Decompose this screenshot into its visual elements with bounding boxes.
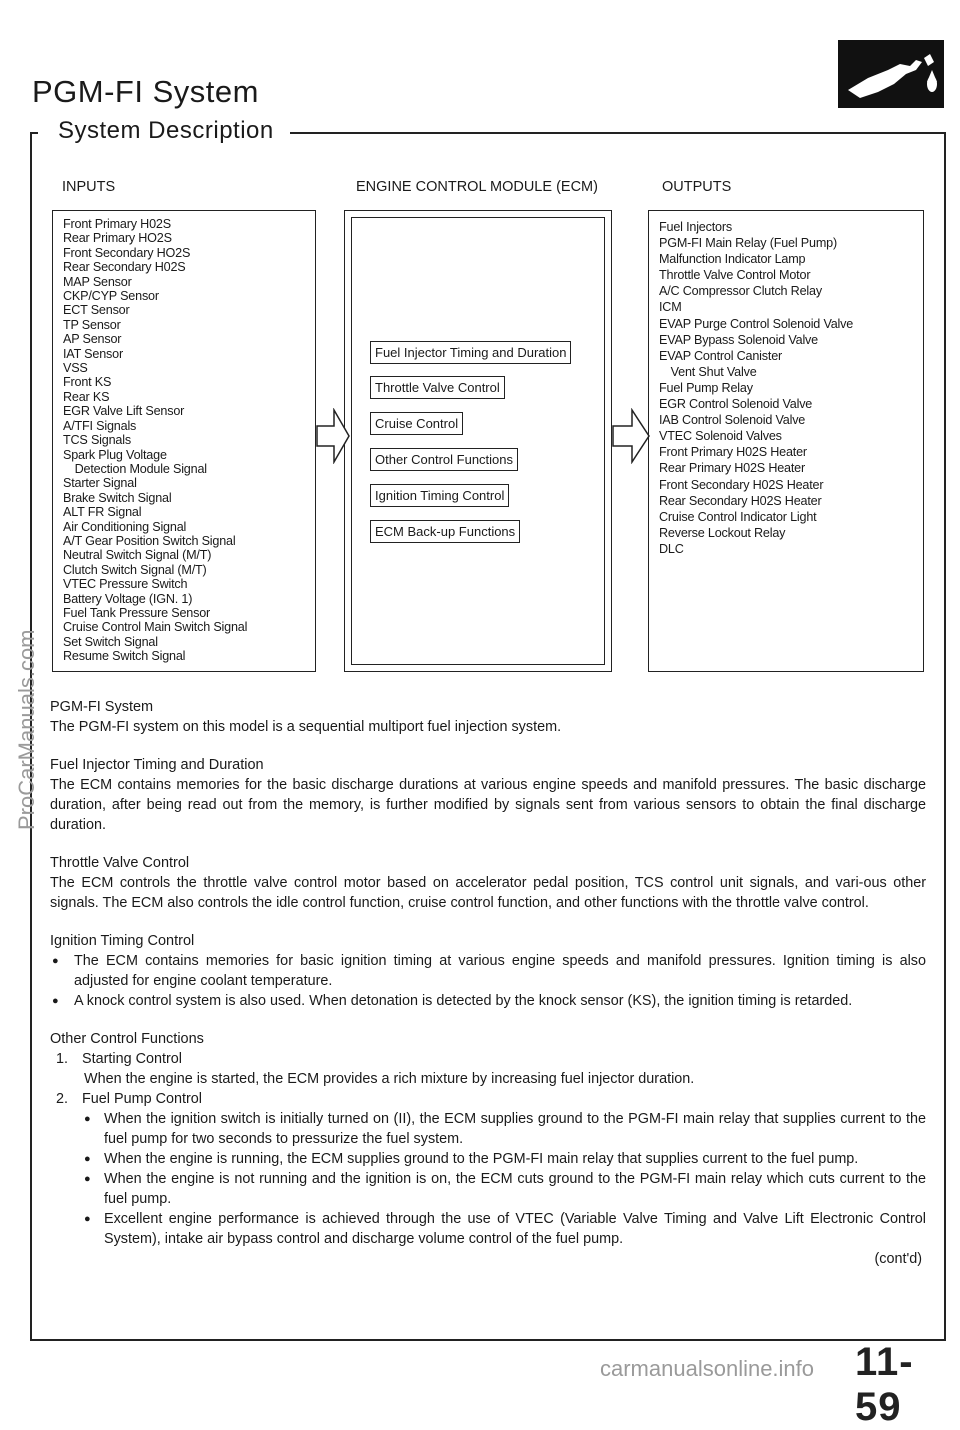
list-item: Rear Secondary H02S Heater	[659, 492, 822, 508]
item-number: 1.	[56, 1051, 69, 1067]
list-item: Set Switch Signal	[63, 633, 158, 649]
watermark: carmanualsonline.info	[600, 1356, 815, 1381]
list-item: A/C Compressor Clutch Relay	[659, 283, 822, 299]
bullet-item: ● Excellent engine performance is achieved through the use of VTEC (Variable Valve Timing and Valve Lift Electronic Control System), intake air bypass control and discharge volume control of the fuel pump.	[50, 1209, 926, 1249]
list-item: VSS	[63, 360, 88, 376]
item-title: Fuel Pump Control	[82, 1091, 202, 1107]
list-item: VTEC Solenoid Valves	[659, 428, 782, 444]
bullet-item: ● A knock control system is also used. When detonation is detected by the knock sensor (KS), the ignition timing is retarded.	[50, 991, 926, 1011]
list-item: Malfunction Indicator Lamp	[659, 251, 806, 267]
body-text	[50, 697, 926, 1269]
section-subtitle: System Description	[58, 117, 282, 145]
list-item: Brake Switch Signal	[63, 489, 172, 505]
list-item: Starter Signal	[63, 475, 137, 491]
item-title: Starting Control	[82, 1051, 182, 1067]
outputs-list	[659, 219, 923, 557]
watermark: ProCarManuals.com	[14, 629, 39, 830]
outputs-header: OUTPUTS	[662, 179, 732, 195]
list-item: Vent Shut Valve	[670, 363, 757, 379]
paragraph: The ECM controls the throttle valve control motor based on accelerator pedal position, TCS control unit signals, and vari-ous other signals. The ECM also controls the idle control function, cruise control function, and other functions with the throttle valve control.	[50, 875, 926, 911]
list-item: Neutral Switch Signal (M/T)	[63, 547, 212, 563]
section-heading: Fuel Injector Timing and Duration	[50, 757, 264, 773]
list-item: EGR Valve Lift Sensor	[63, 403, 185, 419]
inputs-list	[63, 217, 315, 664]
ecm-header: ENGINE CONTROL MODULE (ECM)	[356, 179, 598, 195]
list-item: DLC	[659, 540, 684, 556]
ecm-inner-box	[351, 217, 605, 665]
list-item: Throttle Valve Control Motor	[659, 267, 811, 283]
list-item: Front Primary H02S	[63, 216, 171, 231]
list-item: Fuel Pump Relay	[659, 379, 753, 395]
list-item: Reverse Lockout Relay	[659, 524, 786, 540]
list-item: TP Sensor	[63, 316, 121, 332]
list-item: Spark Plug Voltage	[63, 446, 167, 462]
outputs-list-box	[648, 210, 924, 672]
ecm-function: Throttle Valve Control	[370, 376, 505, 399]
list-item: Front Primary H02S Heater	[659, 444, 807, 460]
list-item: Cruise Control Indicator Light	[659, 508, 817, 524]
paragraph: The PGM-FI system on this model is a sequential multiport fuel injection system.	[50, 719, 562, 735]
list-item: Battery Voltage (IGN. 1)	[63, 590, 193, 606]
bullet-item: ● When the ignition switch is initially turned on (II), the ECM supplies ground to the PGM-FI main relay that supplies current to the fuel pump for two seconds to pressurize the fuel system.	[50, 1109, 926, 1149]
ecm-function: Cruise Control	[370, 412, 463, 435]
ecm-function: Other Control Functions	[370, 448, 518, 471]
list-item: Air Conditioning Signal	[63, 518, 187, 534]
list-item: A/T Gear Position Switch Signal	[63, 532, 236, 548]
item-number: 2.	[56, 1091, 69, 1107]
list-item: IAT Sensor	[63, 345, 123, 361]
list-item: EVAP Bypass Solenoid Valve	[659, 331, 818, 347]
continued-note: (cont'd)	[874, 1251, 922, 1267]
list-item: AP Sensor	[63, 331, 122, 347]
list-item: Fuel Injectors	[659, 219, 732, 234]
list-item: ALT FR Signal	[63, 504, 142, 520]
numbered-item	[50, 1089, 926, 1109]
list-item: Fuel Tank Pressure Sensor	[63, 604, 211, 620]
inputs-list-box	[52, 210, 316, 672]
numbered-item	[50, 1049, 926, 1069]
section-heading: PGM-FI System	[50, 699, 154, 715]
list-item: Front KS	[63, 374, 112, 390]
bullet-item: ● The ECM contains memories for basic ignition timing at various engine speeds and manifold pressures. Ignition timing is also adjusted for engine coolant temperature.	[50, 951, 926, 991]
list-item: Rear Secondary H02S	[63, 259, 186, 275]
section-heading: Other Control Functions	[50, 1031, 204, 1047]
list-item: Front Secondary HO2S	[63, 244, 191, 260]
list-item: Detection Module Signal	[74, 460, 207, 476]
list-item: Cruise Control Main Switch Signal	[63, 619, 248, 635]
ecm-function: Ignition Timing Control	[370, 484, 509, 507]
list-item: CKP/CYP Sensor	[63, 288, 159, 304]
bullet-item: ● When the engine is running, the ECM supplies ground to the PGM-FI main relay that supplies current to the fuel pump.	[50, 1149, 926, 1169]
list-item: ICM	[659, 299, 682, 315]
list-item: Resume Switch Signal	[63, 648, 186, 664]
ecm-function: Fuel Injector Timing and Duration	[370, 341, 571, 364]
list-item: ECT Sensor	[63, 302, 130, 318]
list-item: EVAP Control Canister	[659, 347, 783, 363]
paragraph: When the engine is started, the ECM provides a rich mixture by increasing fuel injector duration.	[84, 1071, 695, 1087]
page-title: PGM-FI System	[32, 74, 259, 109]
section-heading: Throttle Valve Control	[50, 855, 190, 871]
paragraph: The ECM contains memories for the basic discharge durations at various engine speeds and manifold pressures. The basic discharge duration, after being read out from the memory, is further modified by signals sent from various sensors to obtain the final discharge duration.	[50, 777, 926, 833]
list-item: PGM-FI Main Relay (Fuel Pump)	[659, 235, 837, 251]
list-item: IAB Control Solenoid Valve	[659, 412, 806, 428]
page-number: 11-59	[855, 1340, 914, 1429]
ecm-function: ECM Back-up Functions	[370, 520, 520, 543]
list-item: TCS Signals	[63, 432, 131, 448]
inputs-header: INPUTS	[62, 179, 116, 195]
list-item: Rear Primary H02S Heater	[659, 460, 806, 476]
list-item: Front Secondary H02S Heater	[659, 476, 824, 492]
right-arrow-icon	[612, 408, 650, 464]
list-item: A/TFI Signals	[63, 417, 137, 433]
right-arrow-icon	[316, 408, 350, 464]
list-item: EGR Control Solenoid Valve	[659, 396, 813, 412]
section-heading: Ignition Timing Control	[50, 933, 195, 949]
list-item: VTEC Pressure Switch	[63, 576, 188, 592]
bullet-item: ● When the engine is not running and the ignition is on, the ECM cuts ground to the PGM-FI main relay which cuts current to the fuel pump.	[50, 1169, 926, 1209]
list-item: MAP Sensor	[63, 273, 132, 289]
fuel-nozzle-icon	[838, 40, 944, 108]
list-item: Rear Primary HO2S	[63, 230, 172, 246]
list-item: Rear KS	[63, 388, 110, 404]
list-item: EVAP Purge Control Solenoid Valve	[659, 315, 854, 331]
list-item: Clutch Switch Signal (M/T)	[63, 561, 207, 577]
